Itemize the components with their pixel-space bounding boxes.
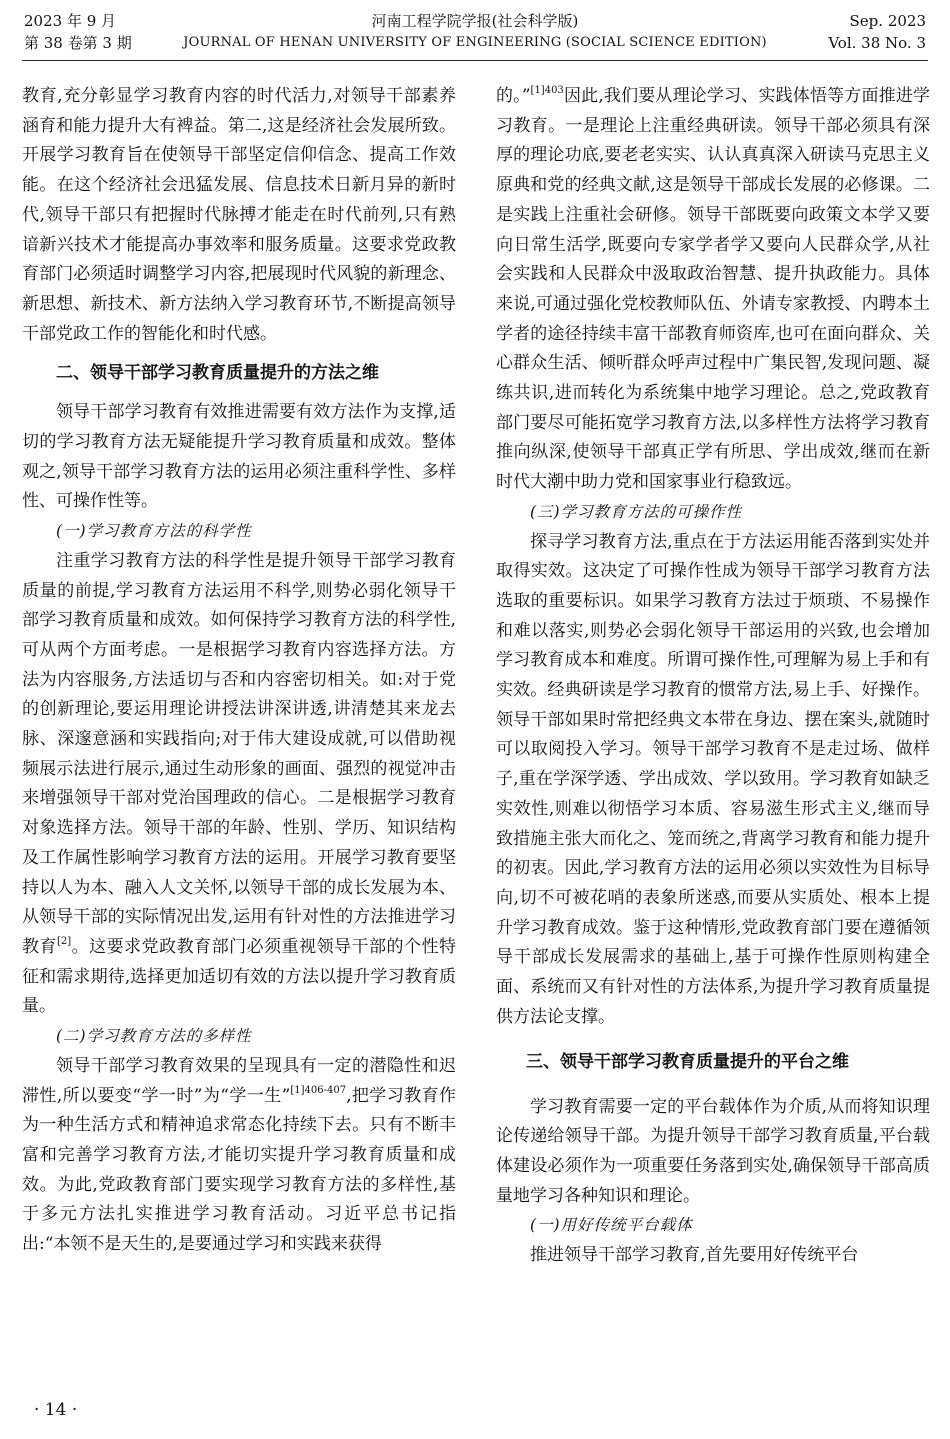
citation: [1]403 xyxy=(530,85,564,96)
paragraph: 教育,充分彰显学习教育内容的时代活力,对领导干部素养涵育和能力提升大有裨益。第二,这是经济社会发展所致。开展学习教育旨在使领导干部坚定信仰信念、提高工作效能。在这个经济社会迅猛发展、信息技术日新月异的新时代,领导干部只有把握时代脉搏才能走在时代前列,只有熟谙新兴技术才能提高办事效率和服务质量。这要求党政教育部门必须适时调整学习内容,把展现时代风貌的新理念、新思想、新技术、新方法纳入学习教育环节,不断提高领导干部党政工作的智能化和时代感。 xyxy=(22,86,456,344)
citation: [1]406-407 xyxy=(290,1084,347,1096)
paragraph-text: ,把学习教育作为一种生活方式和精神追求常态化持续下去。只有不断丰富和完善学习教育方法,才能切实提升学习教育质量和成效。为此,党政教育部门要实现学习教育方法的多样性,基于多元方法扎实推进学习教育活动。习近平总书记指出:“本领不是天生的,是要通过学习和实践来获得 xyxy=(22,1085,456,1255)
page-number: · 14 · xyxy=(34,1400,78,1420)
left-column xyxy=(22,82,456,1260)
header-volume-cn: 第 38 卷第 3 期 xyxy=(24,34,132,52)
paragraph: 探寻学习教育方法,重点在于方法运用能否落到实处并取得实效。这决定了可操作性成为领导干部学习教育方法选取的重要标识。如果学习教育方法过于烦琐、不易操作和难以落实,则势必会弱化领导干部运用的兴致,也会增加学习教育成本和难度。所谓可操作性,可理解为易上手和有实效。经典研读是学习教育的惯常方法,易上手、好操作。领导干部如果时常把经典文本带在身边、摆在案头,就随时可以取阅投入学习。领导干部学习教育不是走过场、做样子,重在学深学透、学出成效、学以致用。学习教育如缺乏实效性,则难以彻悟学习本质、容易滋生形式主义,继而导致措施主张大而化之、笼而统之,背离学习教育和能力提升的初衷。因此,学习教育方法的运用必须以实效性为目标导向,切不可被花哨的表象所迷惑,而要从实质处、根本上提升学习教育成效。鉴于这种情形,党政教育部门要在遵循领导干部成长发展需求的基础上,基于可操作性原则构建全面、系统而又有针对性的方法体系,为提升学习教育质量提供方法论支撑。 xyxy=(496,531,930,1027)
paragraph-text: 注重学习教育方法的科学性是提升领导干部学习教育质量的前提,学习教育方法运用不科学,则势必弱化领导干部学习教育质量和成效。如何保持学习教育方法的科学性,可从两个方面考虑。一是根据学习教育内容选择方法。方法为内容服务,方法适切与否和内容密切相关。如:对于党的创新理论,要运用理论讲授法讲深讲透,讲清楚其来龙去脉、深邃意涵和实践指向;对于伟大建设成就,可以借助视频展示法进行展示,通过生动形象的画面、强烈的视觉冲击来增强领导干部对党治国理政的信心。二是根据学习教育对象选择方法。领导干部的年龄、性别、学历、知识结构及工作属性影响学习教育方法的运用。开展学习教育要坚持以人为本、融入人文关怀,以领导干部的成长发展为本、从领导干部的实际情况出发,运用有针对性的方法推进学习教育 xyxy=(22,550,456,957)
header-rule xyxy=(22,60,928,61)
header-volume-en: Vol. 38 No. 3 xyxy=(828,34,926,52)
journal-title-cn: 河南工程学院学报(社会科学版) xyxy=(371,12,579,30)
paragraph: 推进领导干部学习教育,首先要用好传统平台 xyxy=(530,1245,859,1266)
header-date-cn: 2023 年 9 月 xyxy=(24,12,117,30)
subsection-heading: (一)学习教育方法的科学性 xyxy=(56,522,252,541)
right-column xyxy=(496,82,930,1271)
paragraph: 学习教育需要一定的平台载体作为介质,从而将知识理论传递给领导干部。为提升领导干部学习教育质量,平台载体建设必须作为一项重要任务落到实处,确保领导干部高质量地学习各种知识和理论。 xyxy=(496,1096,930,1206)
subsection-heading: (一)用好传统平台载体 xyxy=(530,1216,693,1235)
paragraph xyxy=(22,547,456,1022)
paragraph-text: 。这要求党政教育部门必须重视领导干部的个性特征和需求期待,选择更加适切有效的方法以提升学习教育质量。 xyxy=(22,936,457,1017)
header-right xyxy=(828,10,926,54)
paragraph: 领导干部学习教育有效推进需要有效方法作为支撑,适切的学习教育方法无疑能提升学习教育质量和成效。整体观之,领导干部学习教育方法的运用必须注重科学性、多样性、可操作性等。 xyxy=(22,402,456,512)
paragraph-text: 的。” xyxy=(496,86,531,106)
header-center xyxy=(0,10,950,54)
citation: [2] xyxy=(57,935,72,947)
paragraph xyxy=(496,82,930,498)
section-heading: 二、领导干部学习教育质量提升的方法之维 xyxy=(56,363,379,384)
subsection-heading: (二)学习教育方法的多样性 xyxy=(56,1027,252,1046)
paragraph xyxy=(22,1052,456,1260)
subsection-heading: (三)学习教育方法的可操作性 xyxy=(530,502,743,521)
header-date-en: Sep. 2023 xyxy=(849,12,926,30)
paragraph-text: 因此,我们要从理论学习、实践体悟等方面推进学习教育。一是理论上注重经典研读。领导干部必须具有深厚的理论功底,要老老实实、认认真真深入研读马克思主义原典和党的经典文献,这是领导干部成长发展的必修课。二是实践上注重社会研修。领导干部既要向政策文本学又要向日常生活学,既要向专家学者学又要向人民群众学,从社会实践和人民群众中汲取政治智慧、提升执政能力。具体来说,可通过强化党校教师队伍、外请专家教授、内聘本土学者的途径持续丰富干部教育师资库,也可在面向群众、关心群众生活、倾听群众呼声过程中广集民智,发现问题、凝练共识,进而转化为系统集中地学习理论。总之,党政教育部门要尽可能拓宽学习教育方法,以多样性方法将学习教育推向纵深,使领导干部真正学有所思、学出成效,继而在新时代大潮中助力党和国家事业行稳致远。 xyxy=(496,86,930,493)
paragraph-text: 领导干部学习教育效果的呈现具有一定的潜隐性和迟滞性,所以要变“学一时”为“学一生” xyxy=(22,1055,456,1106)
journal-title-en: JOURNAL OF HENAN UNIVERSITY OF ENGINEERING (SOCIAL SCIENCE EDITION) xyxy=(183,35,767,50)
section-heading: 三、领导干部学习教育质量提升的平台之维 xyxy=(526,1051,849,1072)
